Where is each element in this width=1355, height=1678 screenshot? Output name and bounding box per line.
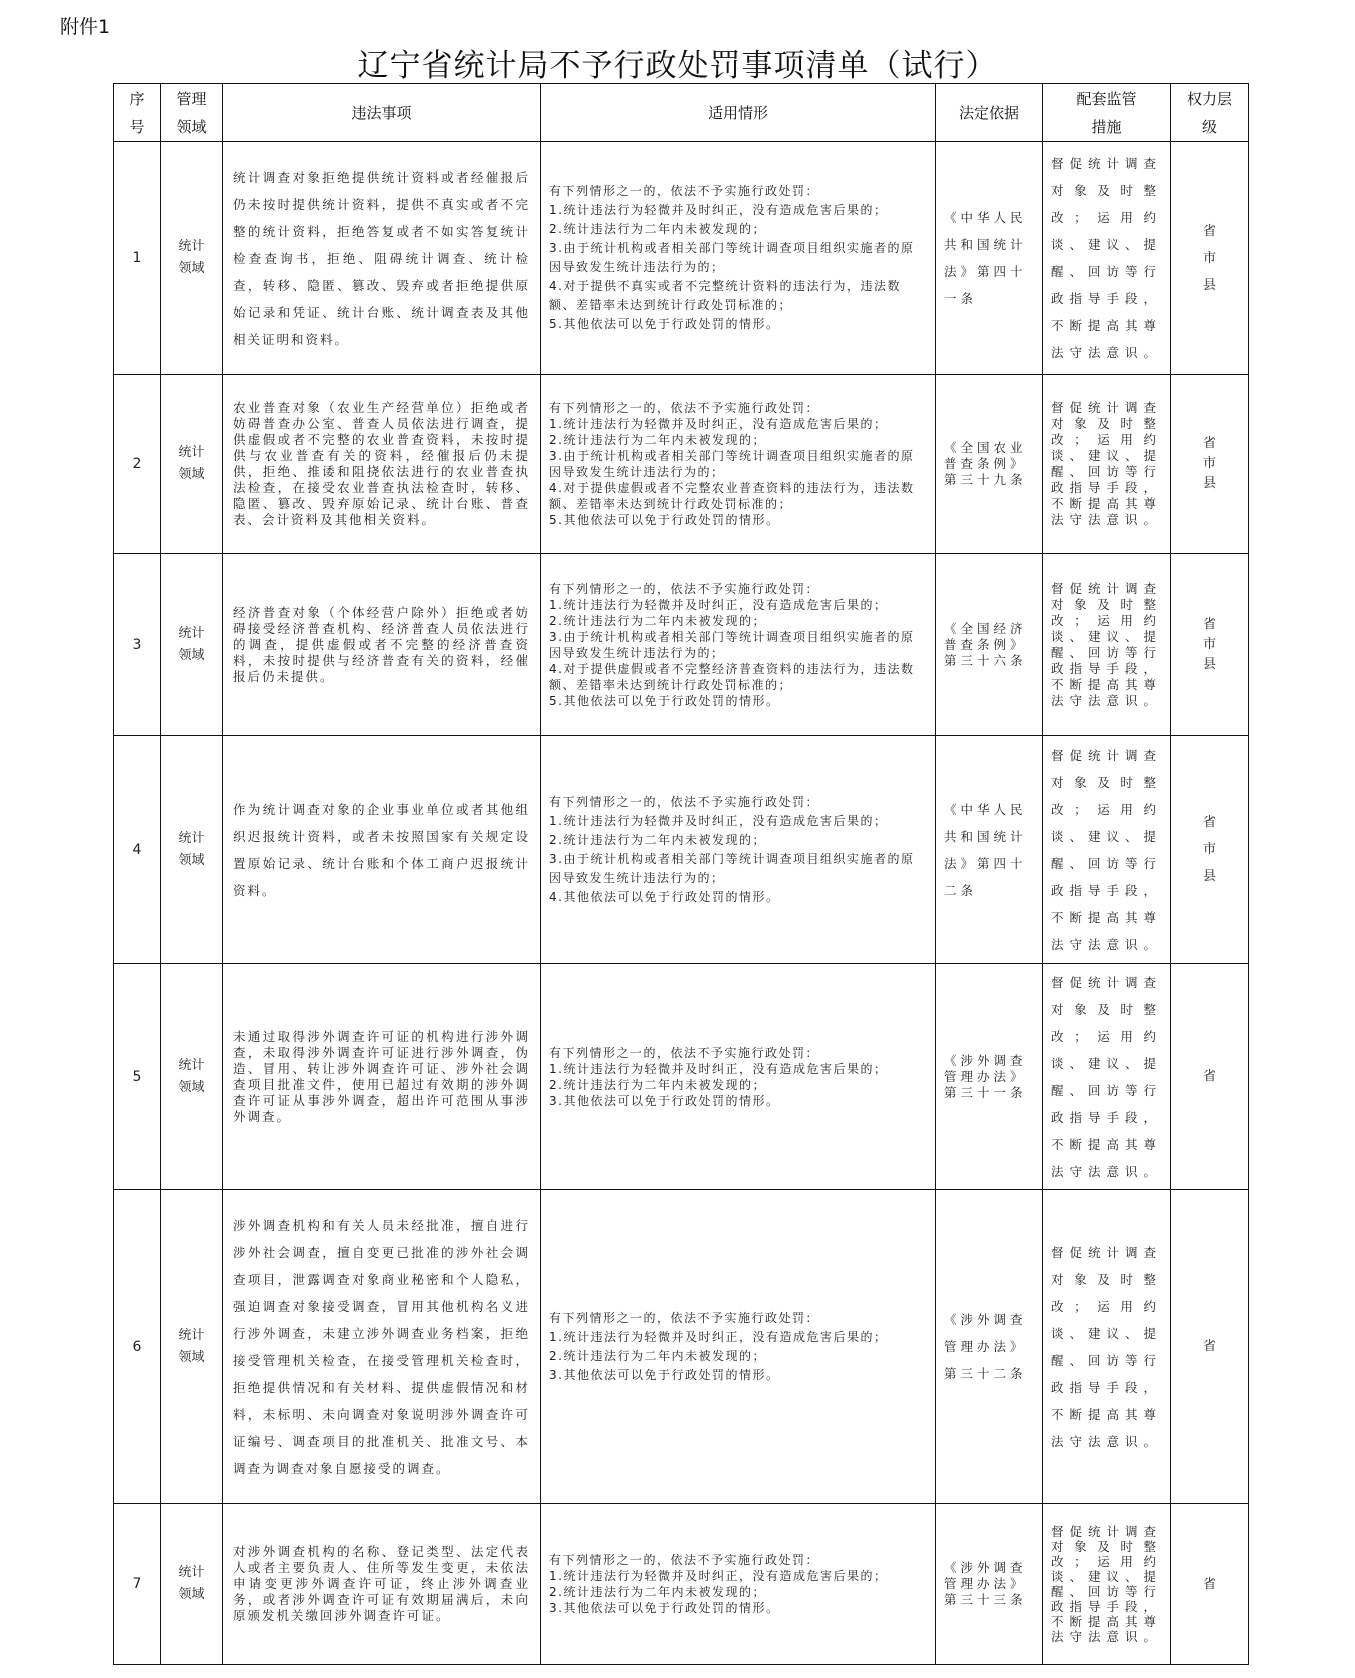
row-domain: 统计 领域: [161, 964, 223, 1190]
row-domain: 统计 领域: [161, 375, 223, 554]
row-legal-basis: 《中华人民共和国统计法》第四十一条: [936, 142, 1043, 375]
row-number: 4: [114, 736, 161, 964]
table-row: [114, 554, 1249, 736]
penalty-exemption-table: [113, 83, 1249, 1665]
row-measure: 督促统计调查对象及时整改；运用约谈、建议、提醒、回访等行政指导手段，不断提高其尊法守法意识。: [1043, 736, 1171, 964]
row-violation: 统计调查对象拒绝提供统计资料或者经催报后仍未按时提供统计资料，提供不真实或者不完整的统计资料，拒绝答复或者不如实答复统计检查查询书，拒绝、阻碍统计调查、统计检查，转移、隐匿、篡改、毁弃或者拒绝提供原始记录和凭证、统计台账、统计调查表及其他相关证明和资料。: [223, 142, 541, 375]
row-level: 省: [1171, 1504, 1249, 1665]
row-legal-basis: 《涉外调查管理办法》第三十一条: [936, 964, 1043, 1190]
row-violation: 未通过取得涉外调查许可证的机构进行涉外调查，未取得涉外调查许可证进行涉外调查，伪造、冒用、转让涉外调查许可证、涉外社会调查项目批准文件，使用已超过有效期的涉外调查许可证从事涉外调查，超出许可范围从事涉外调查。: [223, 964, 541, 1190]
row-violation: 经济普查对象（个体经营户除外）拒绝或者妨碍接受经济普查机构、经济普查人员依法进行的调查，提供虚假或者不完整的经济普查资料，未按时提供与经济普查有关的资料，经催报后仍未提供。: [223, 554, 541, 736]
table-row: [114, 964, 1249, 1190]
header-domain: 管理 领域: [161, 84, 223, 142]
row-domain: 统计 领域: [161, 142, 223, 375]
table-row: [114, 142, 1249, 375]
row-number: 5: [114, 964, 161, 1190]
row-level: 省 市 县: [1171, 142, 1249, 375]
table-row: [114, 375, 1249, 554]
header-level: 权力层 级: [1171, 84, 1249, 142]
row-domain: 统计 领域: [161, 554, 223, 736]
header-measure: 配套监管 措施: [1043, 84, 1171, 142]
row-number: 1: [114, 142, 161, 375]
header-situation: 适用情形: [541, 84, 936, 142]
row-level: 省 市 县: [1171, 375, 1249, 554]
row-level: 省: [1171, 1190, 1249, 1504]
row-number: 7: [114, 1504, 161, 1665]
row-level: 省: [1171, 964, 1249, 1190]
row-domain: 统计 领域: [161, 1190, 223, 1504]
row-level: 省 市 县: [1171, 554, 1249, 736]
row-violation: 对涉外调查机构的名称、登记类型、法定代表人或者主要负责人、住所等发生变更，未依法申请变更涉外调查许可证，终止涉外调查业务，或者涉外调查许可证有效期届满后，未向原颁发机关缴回涉外调查许可证。: [223, 1504, 541, 1665]
row-violation: 农业普查对象（农业生产经营单位）拒绝或者妨碍普查办公室、普查人员依法进行调查，提供虚假或者不完整的农业普查资料，未按时提供与农业普查有关的资料，经催报后仍未提供，拒绝、推诿和阻挠依法进行的农业普查执法检查，在接受农业普查执法检查时，转移、隐匿、篡改、毁弃原始记录、统计台账、普查表、会计资料及其他相关资料。: [223, 375, 541, 554]
row-number: 2: [114, 375, 161, 554]
row-measure: 督促统计调查对象及时整改；运用约谈、建议、提醒、回访等行政指导手段，不断提高其尊法守法意识。: [1043, 554, 1171, 736]
row-number: 6: [114, 1190, 161, 1504]
row-situation: 有下列情形之一的，依法不予实施行政处罚： 1.统计违法行为轻微并及时纠正，没有造成危害后果的； 2.统计违法行为二年内未被发现的； 3.由于统计机构或者相关部门等统计调查项目组织实施者的原因导致发生统计违法行为的； 4.对于提供虚假或者不完整经济普查资料的违法行为，违法数额、差错率未达到统计行政处罚标准的； 5.其他依法可以免于行政处罚的情形。: [541, 554, 936, 736]
table-header-row: [114, 84, 1249, 142]
table-row: [114, 736, 1249, 964]
row-legal-basis: 《涉外调查管理办法》第三十二条: [936, 1190, 1043, 1504]
row-measure: 督促统计调查对象及时整改；运用约谈、建议、提醒、回访等行政指导手段，不断提高其尊法守法意识。: [1043, 1190, 1171, 1504]
row-violation: 涉外调查机构和有关人员未经批准，擅自进行涉外社会调查，擅自变更已批准的涉外社会调查项目，泄露调查对象商业秘密和个人隐私，强迫调查对象接受调查，冒用其他机构名义进行涉外调查，未建立涉外调查业务档案，拒绝接受管理机关检查，在接受管理机关检查时，拒绝提供情况和有关材料、提供虚假情况和材料，未标明、未向调查对象说明涉外调查许可证编号、调查项目的批准机关、批准文号、本调查为调查对象自愿接受的调查。: [223, 1190, 541, 1504]
header-basis: 法定依据: [936, 84, 1043, 142]
row-legal-basis: 《全国农业普查条例》第三十九条: [936, 375, 1043, 554]
row-violation: 作为统计调查对象的企业事业单位或者其他组织迟报统计资料，或者未按照国家有关规定设置原始记录、统计台账和个体工商户迟报统计资料。: [223, 736, 541, 964]
row-situation: 有下列情形之一的，依法不予实施行政处罚： 1.统计违法行为轻微并及时纠正，没有造成危害后果的； 2.统计违法行为二年内未被发现的； 3.其他依法可以免于行政处罚的情形。: [541, 964, 936, 1190]
row-domain: 统计 领域: [161, 736, 223, 964]
row-situation: 有下列情形之一的，依法不予实施行政处罚： 1.统计违法行为轻微并及时纠正，没有造成危害后果的； 2.统计违法行为二年内未被发现的； 3.其他依法可以免于行政处罚的情形。: [541, 1190, 936, 1504]
row-domain: 统计 领域: [161, 1504, 223, 1665]
row-legal-basis: 《中华人民共和国统计法》第四十二条: [936, 736, 1043, 964]
row-legal-basis: 《全国经济普查条例》第三十六条: [936, 554, 1043, 736]
table-row: [114, 1504, 1249, 1665]
row-number: 3: [114, 554, 161, 736]
row-level: 省 市 县: [1171, 736, 1249, 964]
row-situation: 有下列情形之一的，依法不予实施行政处罚： 1.统计违法行为轻微并及时纠正，没有造成危害后果的； 2.统计违法行为二年内未被发现的； 3.由于统计机构或者相关部门等统计调查项目组织实施者的原因导致发生统计违法行为的； 4.其他依法可以免于行政处罚的情形。: [541, 736, 936, 964]
row-situation: 有下列情形之一的，依法不予实施行政处罚： 1.统计违法行为轻微并及时纠正，没有造成危害后果的； 2.统计违法行为二年内未被发现的； 3.其他依法可以免于行政处罚的情形。: [541, 1504, 936, 1665]
row-measure: 督促统计调查对象及时整改；运用约谈、建议、提醒、回访等行政指导手段，不断提高其尊法守法意识。: [1043, 1504, 1171, 1665]
row-situation: 有下列情形之一的，依法不予实施行政处罚： 1.统计违法行为轻微并及时纠正，没有造成危害后果的； 2.统计违法行为二年内未被发现的； 3.由于统计机构或者相关部门等统计调查项目组织实施者的原因导致发生统计违法行为的； 4.对于提供虚假或者不完整农业普查资料的违法行为，违法数额、差错率未达到统计行政处罚标准的； 5.其他依法可以免于行政处罚的情形。: [541, 375, 936, 554]
document-title: 辽宁省统计局不予行政处罚事项清单（试行）: [357, 48, 998, 84]
row-legal-basis: 《涉外调查管理办法》第三十三条: [936, 1504, 1043, 1665]
row-measure: 督促统计调查对象及时整改；运用约谈、建议、提醒、回访等行政指导手段，不断提高其尊法守法意识。: [1043, 375, 1171, 554]
row-situation: 有下列情形之一的，依法不予实施行政处罚： 1.统计违法行为轻微并及时纠正，没有造成危害后果的； 2.统计违法行为二年内未被发现的； 3.由于统计机构或者相关部门等统计调查项目组织实施者的原因导致发生统计违法行为的； 4.对于提供不真实或者不完整统计资料的违法行为，违法数额、差错率未达到统计行政处罚标准的； 5.其他依法可以免于行政处罚的情形。: [541, 142, 936, 375]
table-row: [114, 1190, 1249, 1504]
header-no: 序 号: [114, 84, 161, 142]
row-measure: 督促统计调查对象及时整改；运用约谈、建议、提醒、回访等行政指导手段，不断提高其尊法守法意识。: [1043, 142, 1171, 375]
attachment-label: 附件1: [60, 16, 111, 38]
header-violation: 违法事项: [223, 84, 541, 142]
row-measure: 督促统计调查对象及时整改；运用约谈、建议、提醒、回访等行政指导手段，不断提高其尊法守法意识。: [1043, 964, 1171, 1190]
